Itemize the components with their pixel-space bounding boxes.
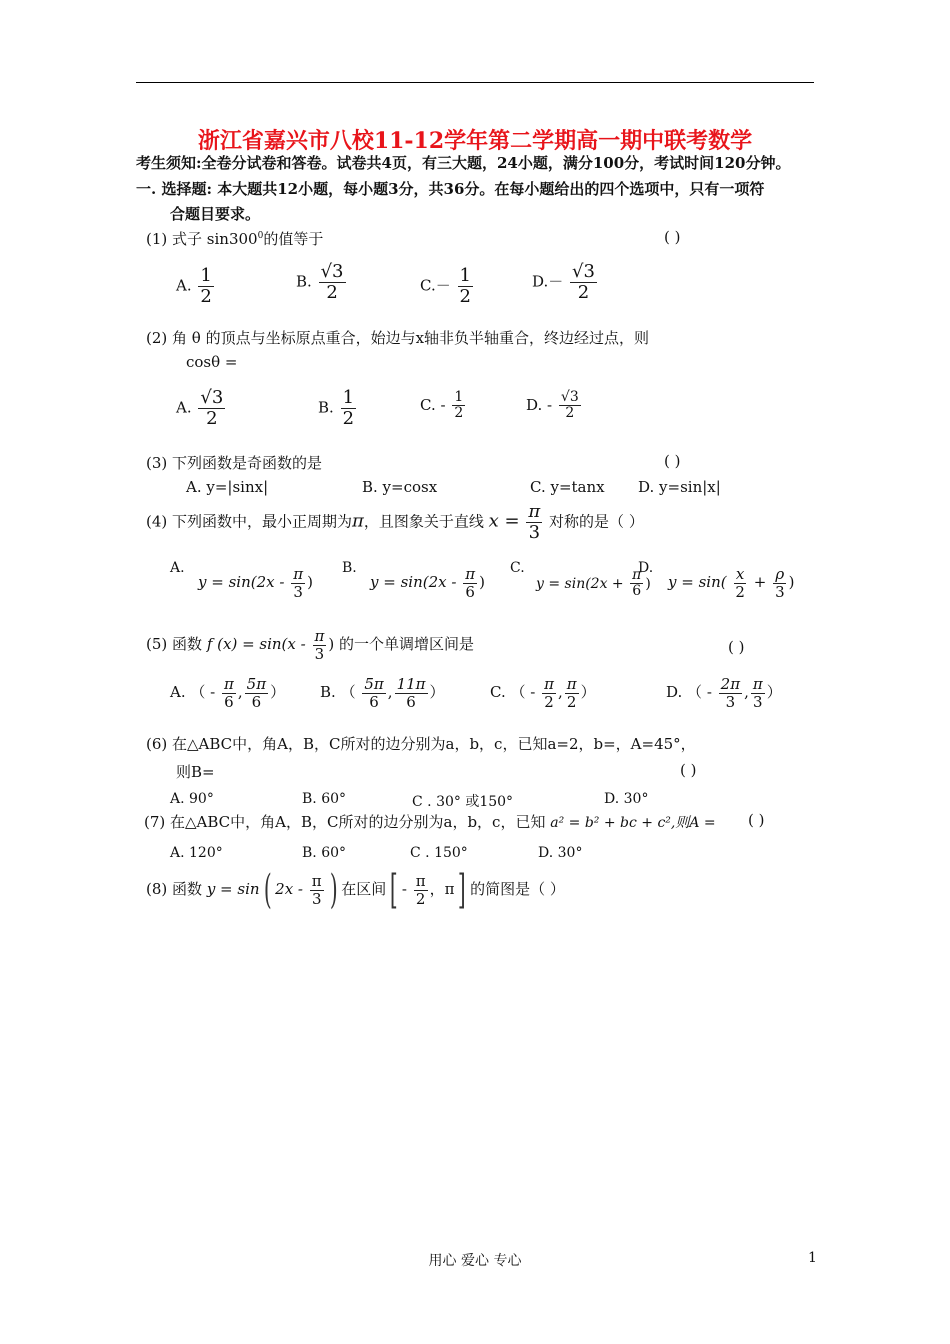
answer-bracket: ( ) [664, 228, 681, 246]
question-7-stem: (7) 在△ABC中，角A，B，C所对的边分别为a，b，c，已知 a² = b² + bc + c²,则A = [144, 813, 716, 831]
q3-option-b: B. y=cosx [362, 478, 438, 496]
q6-option-a: A. 90° [170, 791, 214, 807]
q4-option-d-label: D. [638, 560, 654, 576]
question-6-stem-cont: 则B= [176, 763, 215, 781]
question-5-stem: (5) 函数 f (x) = sin(x - $\frac{\pi}{3}$ ) 的一个单调增区间是 [146, 627, 474, 663]
q1-option-a: A. $\frac{1}{2}$ [176, 265, 212, 307]
header-rule [136, 82, 814, 83]
question-2-stem: (2) 角 θ 的顶点与坐标原点重合，始边与x轴非负半轴重合，终边经过点，则 [146, 329, 650, 347]
q5-option-d: D. （ - $\frac{2\pi}{3}$ , $\frac{\pi}{3}$ ） [666, 675, 782, 711]
q4-option-d: y = sin( $\frac{x}{2}$ + $\frac{\rho}{3}$ ) [668, 565, 795, 601]
q7-option-b: B. 60° [302, 845, 347, 861]
q4-option-b-label: B. [342, 560, 357, 576]
q3-option-c: C. y=tanx [530, 478, 605, 496]
q4-option-a-label: A. [170, 560, 185, 576]
question-4-stem: (4) 下列函数中，最小正周期为π，且图象关于直线 x = $\frac{\pi}{3}$ 对称的是（ ） [146, 501, 644, 543]
q1-option-c: C.－ $\frac{1}{2}$ [420, 265, 471, 307]
q4-option-c-label: C. [510, 560, 525, 576]
q1-option-b: B. $\frac{√3}{2}$ [296, 261, 344, 303]
q2-option-b: B. $\frac{1}{2}$ [318, 387, 355, 429]
q4-option-b: y = sin(2x - $\frac{\pi}{6}$ ) [370, 565, 485, 601]
q5-option-b: B. （ $\frac{5\pi}{6}$ , $\frac{11\pi}{6}$ ） [320, 675, 445, 711]
q4-option-c: y = sin(2x + $\frac{\pi}{6}$ ) [536, 567, 651, 600]
page-footer: 用心 爱心 专心 [428, 1253, 522, 1269]
q2-option-c: C. - $\frac{1}{2}$ [420, 389, 464, 422]
page-number: 1 [808, 1250, 817, 1266]
q5-option-c: C. （ - $\frac{\pi}{2}$ , $\frac{\pi}{2}$ ） [490, 675, 596, 711]
q4-option-a: y = sin(2x - $\frac{\pi}{3}$ ) [198, 565, 313, 601]
question-6-stem: (6) 在△ABC中，角A，B，C所对的边分别为a，b，c，已知a=2，b=，A=45°， [146, 735, 696, 753]
q6-option-b: B. 60° [302, 791, 347, 807]
page-title: 浙江省嘉兴市八校11-12学年第二学期高一期中联考数学 [197, 128, 753, 154]
q3-option-a: A. y=|sinx| [186, 478, 269, 496]
answer-bracket: ( ) [728, 638, 745, 656]
q6-option-d: D. 30° [604, 791, 649, 807]
question-8-stem: (8) 函数 y = sin( 2x - $\frac{\pi}{3}$ ) 在区间[ - $\frac{\pi}{2}$ ，π] 的简图是（ ） [146, 867, 565, 913]
answer-bracket: ( ) [664, 452, 681, 470]
q7-option-a: A. 120° [170, 845, 223, 861]
q7-option-c: C . 150° [410, 845, 468, 861]
q2-option-a: A. $\frac{√3}{2}$ [176, 387, 224, 429]
q7-option-d: D. 30° [538, 845, 583, 861]
q1-option-d: D.－ $\frac{√3}{2}$ [532, 261, 595, 303]
exam-notice: 考生须知:全卷分试卷和答卷。试卷共4页，有三大题，24小题，满分100分，考试时间120分钟。 [136, 154, 791, 172]
section-heading-cont: 合题目要求。 [170, 205, 261, 223]
answer-bracket: ( ) [748, 811, 765, 829]
q3-option-d: D. y=sin|x| [638, 478, 721, 496]
q5-option-a: A. （ - $\frac{\pi}{6}$ , $\frac{5\pi}{6}$ ） [170, 675, 286, 711]
q2-option-d: D. - $\frac{√3}{2}$ [526, 389, 579, 422]
question-1-stem: (1) 式子 $\sin 300^0$的值等于 [146, 230, 324, 248]
section-heading: 一. 选择题: 本大题共12小题，每小题3分，共36分。在每小题给出的四个选项中，只有一项符 [136, 180, 765, 198]
question-2-stem-cont: cosθ = [186, 353, 238, 371]
q6-option-c: C . 30° 或150° [412, 794, 514, 810]
question-3-stem: (3) 下列函数是奇函数的是 [146, 454, 323, 472]
answer-bracket: ( ) [680, 761, 697, 779]
